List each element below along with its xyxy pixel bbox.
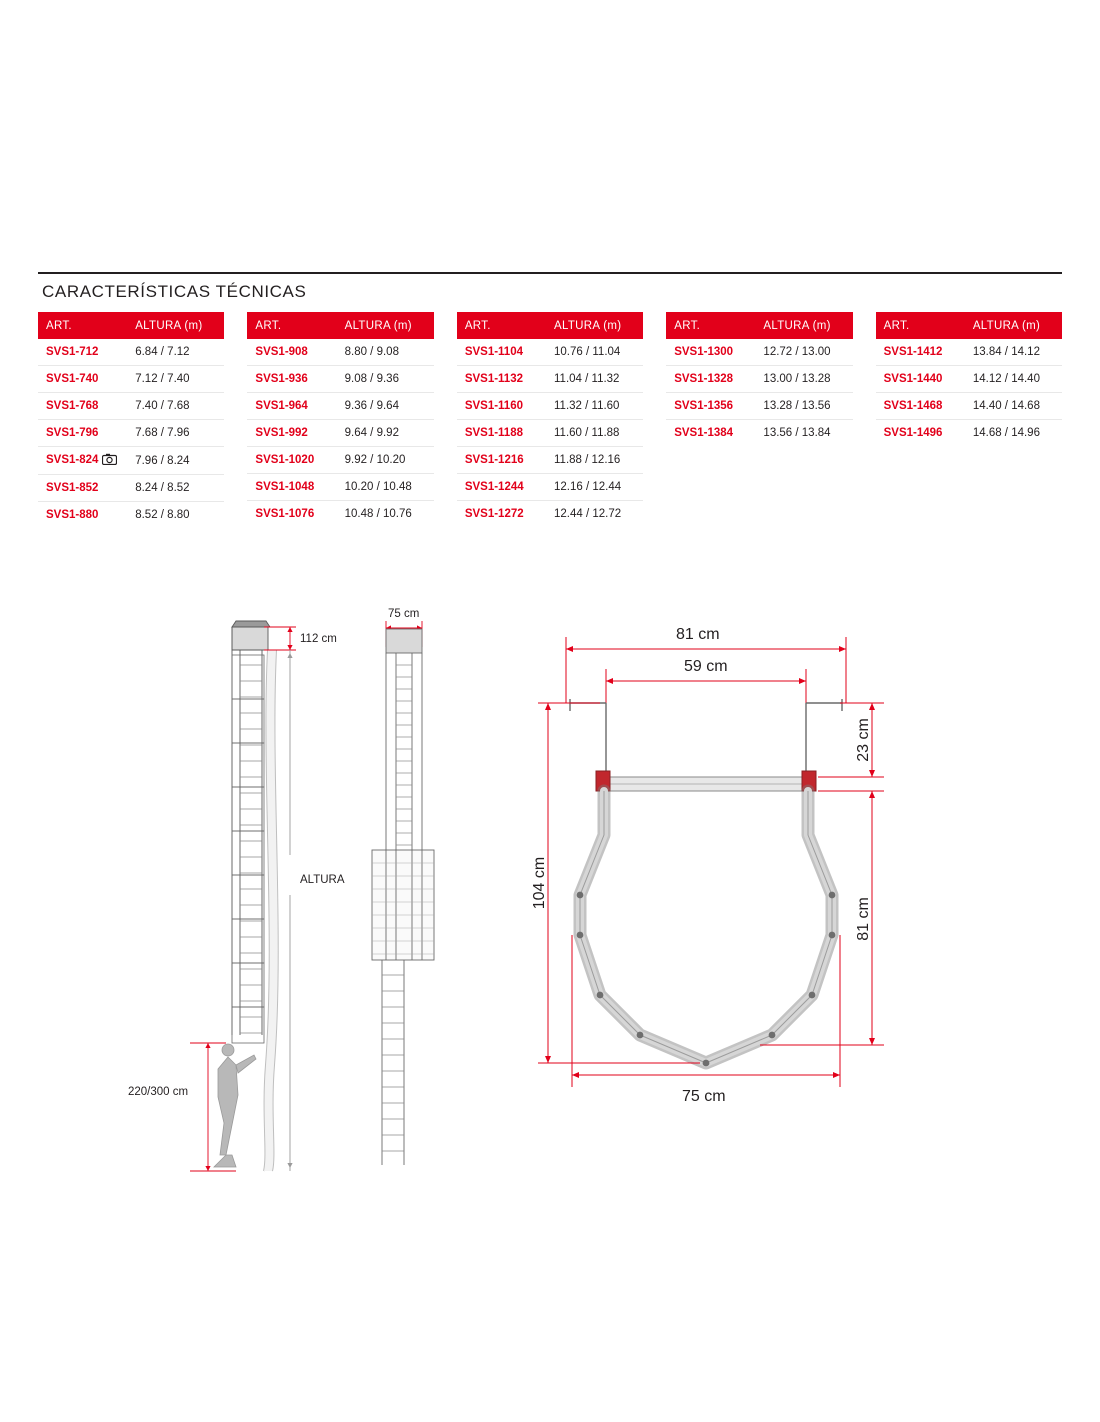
- cell-art: SVS1-1076: [255, 508, 315, 520]
- dimension-altura: [287, 650, 292, 1171]
- column-header-art: ART.: [457, 312, 550, 339]
- drawings-svg: [0, 595, 1100, 1195]
- table-row[interactable]: [38, 475, 224, 502]
- table-row[interactable]: [876, 366, 1062, 393]
- dimension-label-220-300cm: 220/300 cm: [128, 1086, 189, 1098]
- cell-altura: 11.32 / 11.60: [550, 393, 643, 420]
- cell-altura: 14.68 / 14.96: [972, 427, 1040, 439]
- table-row[interactable]: [247, 366, 433, 393]
- table-row[interactable]: [38, 502, 224, 529]
- dimension-label-75cm-front: 75 cm: [388, 608, 420, 620]
- cell-altura: 7.40 / 7.68: [131, 393, 224, 420]
- column-header-art: ART.: [876, 312, 969, 339]
- cell-art: SVS1-712: [38, 339, 131, 366]
- cell-art: SVS1-1496: [883, 427, 943, 439]
- cell-altura: 10.76 / 11.04: [550, 339, 643, 366]
- column-header-altura: ALTURA (m): [759, 312, 852, 339]
- table-row[interactable]: [666, 339, 852, 366]
- cell-altura: 8.24 / 8.52: [131, 475, 224, 502]
- dimension-label-104cm-height: 104 cm: [531, 856, 548, 910]
- spec-tables-row: [38, 312, 1062, 528]
- side-view-drawing: [128, 621, 345, 1171]
- dimension-label-81cm-width: 81 cm: [676, 626, 720, 643]
- cell-art: SVS1-1048: [247, 474, 340, 501]
- cell-art: SVS1-936: [247, 366, 340, 393]
- table-row[interactable]: [38, 393, 224, 420]
- column-header-art: ART.: [38, 312, 131, 339]
- cell-art: [38, 447, 131, 475]
- cell-altura: 8.80 / 9.08: [341, 339, 434, 366]
- cell-art: SVS1-852: [38, 475, 131, 502]
- cage-profile: [577, 791, 836, 1066]
- cell-art: SVS1-1384: [674, 427, 734, 439]
- table-row[interactable]: [457, 393, 643, 420]
- cage-plan-drawing: [531, 626, 884, 1105]
- table-row[interactable]: [666, 366, 852, 393]
- table-row[interactable]: [457, 339, 643, 366]
- page-title: CARACTERÍSTICAS TÉCNICAS: [42, 282, 307, 301]
- table-row[interactable]: [247, 474, 433, 501]
- column-header-art: ART.: [247, 312, 340, 339]
- cell-art: SVS1-1216: [457, 447, 550, 474]
- cell-altura: 11.60 / 11.88: [550, 420, 643, 447]
- cell-art: SVS1-1412: [876, 339, 969, 366]
- cell-art: SVS1-1328: [666, 366, 759, 393]
- dimension-label-59cm-width: 59 cm: [684, 658, 728, 675]
- cell-altura: 9.64 / 9.92: [341, 420, 434, 447]
- table-row[interactable]: [457, 366, 643, 393]
- cell-art: SVS1-880: [46, 509, 99, 521]
- cell-art: SVS1-1132: [457, 366, 550, 393]
- cell-art: SVS1-740: [38, 366, 131, 393]
- front-view-drawing: [372, 608, 434, 1165]
- table-row[interactable]: [457, 420, 643, 447]
- column-header-altura: ALTURA (m): [341, 312, 434, 339]
- dimension-label-23cm: 23 cm: [855, 718, 872, 762]
- column-header-altura: ALTURA (m): [969, 312, 1062, 339]
- cell-altura: 7.12 / 7.40: [131, 366, 224, 393]
- table-row[interactable]: [38, 366, 224, 393]
- cell-altura: 7.68 / 7.96: [131, 420, 224, 447]
- cell-altura: 12.16 / 12.44: [550, 474, 643, 501]
- spec-table-4: [666, 312, 852, 446]
- cell-art: SVS1-1104: [457, 339, 550, 366]
- cell-altura: 9.92 / 10.20: [341, 447, 434, 474]
- table-row[interactable]: [38, 447, 224, 475]
- table-row[interactable]: [457, 474, 643, 501]
- table-row[interactable]: [38, 339, 224, 366]
- table-row[interactable]: [247, 393, 433, 420]
- column-header-altura: ALTURA (m): [550, 312, 643, 339]
- cell-altura: 10.20 / 10.48: [341, 474, 434, 501]
- dimension-label-81cm-height: 81 cm: [855, 897, 872, 941]
- table-row[interactable]: [457, 501, 643, 528]
- table-row[interactable]: [876, 393, 1062, 420]
- cell-altura: 10.48 / 10.76: [344, 508, 412, 520]
- cell-altura: 12.72 / 13.00: [759, 339, 852, 366]
- cell-altura: 11.04 / 11.32: [550, 366, 643, 393]
- cell-altura: 13.84 / 14.12: [969, 339, 1062, 366]
- cell-altura: 13.00 / 13.28: [759, 366, 852, 393]
- column-header-altura: ALTURA (m): [131, 312, 224, 339]
- table-row[interactable]: [666, 393, 852, 420]
- cell-altura: 11.88 / 12.16: [550, 447, 643, 474]
- cell-art: SVS1-1160: [457, 393, 550, 420]
- cell-altura: 13.56 / 13.84: [763, 427, 831, 439]
- table-header-row: [876, 312, 1062, 339]
- cell-art: SVS1-1300: [666, 339, 759, 366]
- cell-altura: 14.40 / 14.68: [969, 393, 1062, 420]
- cell-art: SVS1-1356: [666, 393, 759, 420]
- cell-art: SVS1-1188: [457, 420, 550, 447]
- table-row[interactable]: [666, 420, 852, 447]
- dimension-label-75cm-bottom: 75 cm: [682, 1088, 726, 1105]
- cell-altura: 14.12 / 14.40: [969, 366, 1062, 393]
- cell-altura: 12.44 / 12.72: [554, 508, 622, 520]
- cell-art: SVS1-1440: [876, 366, 969, 393]
- table-header-row: [457, 312, 643, 339]
- table-row[interactable]: [247, 447, 433, 474]
- cell-altura: 13.28 / 13.56: [759, 393, 852, 420]
- spec-table-1: [38, 312, 224, 528]
- technical-specs-section: [38, 272, 1062, 528]
- spec-table-5: [876, 312, 1062, 446]
- worker-figure: [214, 1044, 256, 1167]
- dimension-label-112cm: 112 cm: [300, 633, 337, 645]
- cell-art: SVS1-796: [38, 420, 131, 447]
- technical-drawings: [0, 595, 1100, 1195]
- cell-art: SVS1-1244: [457, 474, 550, 501]
- camera-icon: [102, 453, 117, 468]
- cell-altura: 8.52 / 8.80: [135, 509, 190, 521]
- cell-altura: 6.84 / 7.12: [131, 339, 224, 366]
- table-header-row: [38, 312, 224, 339]
- dimension-112cm: [264, 627, 296, 650]
- cell-art: SVS1-1020: [247, 447, 340, 474]
- table-row[interactable]: [38, 420, 224, 447]
- table-header-row: [666, 312, 852, 339]
- cell-art: SVS1-964: [247, 393, 340, 420]
- table-row[interactable]: [876, 420, 1062, 447]
- table-row[interactable]: [247, 420, 433, 447]
- cell-art: SVS1-1468: [876, 393, 969, 420]
- cell-art: SVS1-768: [38, 393, 131, 420]
- dimension-23cm: [818, 703, 884, 777]
- cell-art: SVS1-1272: [464, 508, 524, 520]
- table-row[interactable]: [876, 339, 1062, 366]
- cell-art: SVS1-992: [247, 420, 340, 447]
- cell-altura: 9.36 / 9.64: [341, 393, 434, 420]
- table-row[interactable]: [247, 339, 433, 366]
- cell-altura: 7.96 / 8.24: [131, 447, 224, 475]
- cell-altura: 9.08 / 9.36: [341, 366, 434, 393]
- table-row[interactable]: [247, 501, 433, 528]
- table-row[interactable]: [457, 447, 643, 474]
- cell-art-label: SVS1-824: [46, 454, 99, 466]
- cell-art: SVS1-908: [247, 339, 340, 366]
- column-header-art: ART.: [666, 312, 759, 339]
- dimension-label-altura: ALTURA: [300, 874, 345, 886]
- spec-table-2: [247, 312, 433, 527]
- spec-table-3: [457, 312, 643, 527]
- table-header-row: [247, 312, 433, 339]
- dimension-59cm-width: [606, 669, 806, 715]
